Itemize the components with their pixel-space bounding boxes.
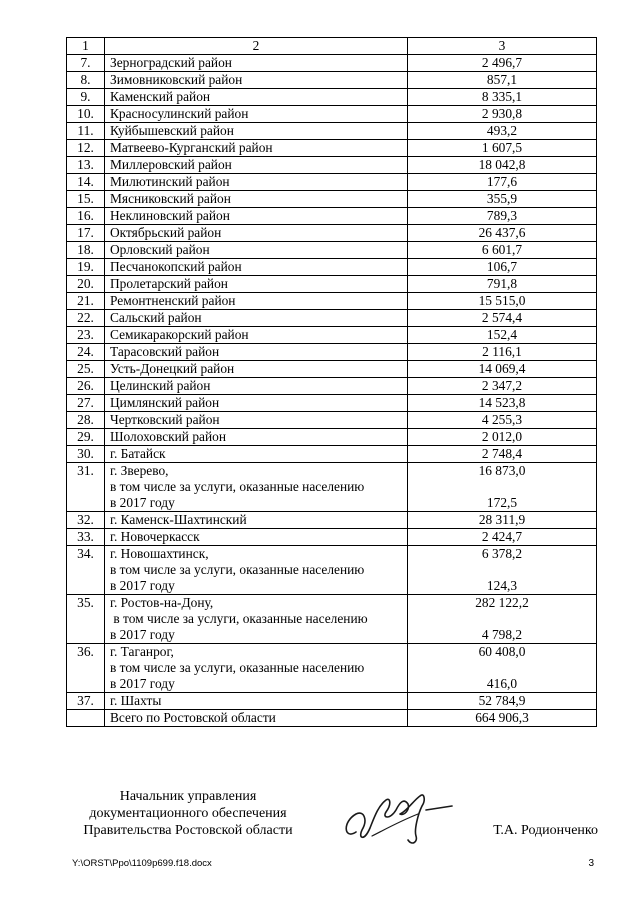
row-value: 2 116,1 <box>408 344 597 361</box>
row-value: 2 930,8 <box>408 106 597 123</box>
row-value: 52 784,9 <box>408 693 597 710</box>
row-value-sub: 172,5 <box>486 495 518 510</box>
row-value-main: 16 873,0 <box>478 463 526 478</box>
row-number: 34. <box>67 546 105 595</box>
row-name: Каменский район <box>105 89 408 106</box>
row-name-sub-year: в 2017 году <box>110 627 175 642</box>
row-name <box>105 463 408 512</box>
signatory-title <box>68 788 308 839</box>
row-name-main: г. Зверево, <box>110 463 169 478</box>
row-number: 31. <box>67 463 105 512</box>
row-name-sub-year: в 2017 году <box>110 676 175 691</box>
table-row <box>67 512 597 529</box>
row-name-sub: в том числе за услуги, оказанные населению <box>110 611 368 626</box>
table-row <box>67 344 597 361</box>
table-row <box>67 123 597 140</box>
table-row <box>67 361 597 378</box>
total-label: Всего по Ростовской области <box>105 710 408 727</box>
row-value: 152,4 <box>408 327 597 344</box>
table-row <box>67 276 597 293</box>
row-value: 789,3 <box>408 208 597 225</box>
row-value: 177,6 <box>408 174 597 191</box>
row-name-sub: в том числе за услуги, оказанные населению <box>110 660 365 675</box>
row-value-main: 282 122,2 <box>475 595 529 610</box>
row-value: 791,8 <box>408 276 597 293</box>
table-row <box>67 327 597 344</box>
row-number: 23. <box>67 327 105 344</box>
row-number: 25. <box>67 361 105 378</box>
row-name: Неклиновский район <box>105 208 408 225</box>
row-name: Шолоховский район <box>105 429 408 446</box>
file-path: Y:\ORST\Ppo\1109p699.f18.docx <box>72 858 212 869</box>
header-cell-3: 3 <box>408 38 597 55</box>
row-number: 11. <box>67 123 105 140</box>
row-value: 857,1 <box>408 72 597 89</box>
table-row <box>67 395 597 412</box>
row-value <box>408 644 597 693</box>
table-row <box>67 644 597 693</box>
row-number: 29. <box>67 429 105 446</box>
row-value <box>408 546 597 595</box>
row-value: 106,7 <box>408 259 597 276</box>
row-name <box>105 595 408 644</box>
table-row <box>67 546 597 595</box>
row-name-sub: в том числе за услуги, оказанные населению <box>110 562 365 577</box>
row-number: 24. <box>67 344 105 361</box>
row-value: 2 496,7 <box>408 55 597 72</box>
row-name: Зерноградский район <box>105 55 408 72</box>
row-name: г. Батайск <box>105 446 408 463</box>
row-number: 22. <box>67 310 105 327</box>
row-value-sub: 124,3 <box>486 578 518 593</box>
row-value: 6 601,7 <box>408 242 597 259</box>
row-name-main: г. Новошахтинск, <box>110 546 209 561</box>
row-value: 8 335,1 <box>408 89 597 106</box>
row-name: Семикаракорский район <box>105 327 408 344</box>
row-value: 2 748,4 <box>408 446 597 463</box>
row-name: Миллеровский район <box>105 157 408 174</box>
row-number: 9. <box>67 89 105 106</box>
row-value: 26 437,6 <box>408 225 597 242</box>
row-name: Матвеево-Курганский район <box>105 140 408 157</box>
signatory-name: Т.А. Родионченко <box>493 823 598 838</box>
row-number: 13. <box>67 157 105 174</box>
row-value: 18 042,8 <box>408 157 597 174</box>
row-number: 16. <box>67 208 105 225</box>
row-value: 2 347,2 <box>408 378 597 395</box>
table-row <box>67 293 597 310</box>
table-row <box>67 72 597 89</box>
row-name: Октябрьский район <box>105 225 408 242</box>
row-value-main: 60 408,0 <box>478 644 526 659</box>
row-name: г. Шахты <box>105 693 408 710</box>
table-row <box>67 693 597 710</box>
row-name-main: г. Ростов-на-Дону, <box>110 595 214 610</box>
row-name: Сальский район <box>105 310 408 327</box>
row-value-sub: 416,0 <box>486 676 518 691</box>
row-value: 2 012,0 <box>408 429 597 446</box>
signatory-title-line-3: Правительства Ростовской области <box>83 823 293 838</box>
row-number: 35. <box>67 595 105 644</box>
row-number: 28. <box>67 412 105 429</box>
row-value: 15 515,0 <box>408 293 597 310</box>
table-row <box>67 529 597 546</box>
row-value: 14 523,8 <box>408 395 597 412</box>
row-value: 14 069,4 <box>408 361 597 378</box>
row-value: 28 311,9 <box>408 512 597 529</box>
row-name-sub: в том числе за услуги, оказанные населению <box>110 479 365 494</box>
signatory-title-line-2: документационного обеспечения <box>89 806 287 821</box>
table-row <box>67 242 597 259</box>
table-row <box>67 225 597 242</box>
table-row <box>67 412 597 429</box>
handwritten-signature <box>334 770 464 850</box>
table-row <box>67 191 597 208</box>
row-name-sub-year: в 2017 году <box>110 495 175 510</box>
total-row <box>67 710 597 727</box>
row-name: Чертковский район <box>105 412 408 429</box>
header-cell-2: 2 <box>105 38 408 55</box>
table-row <box>67 446 597 463</box>
table-row <box>67 140 597 157</box>
row-value: 1 607,5 <box>408 140 597 157</box>
row-number: 15. <box>67 191 105 208</box>
row-value-sub: 4 798,2 <box>481 627 523 642</box>
row-value: 2 574,4 <box>408 310 597 327</box>
row-name: г. Новочеркасск <box>105 529 408 546</box>
row-name-sub-year: в 2017 году <box>110 578 175 593</box>
row-name: Мясниковский район <box>105 191 408 208</box>
row-number: 36. <box>67 644 105 693</box>
table-row <box>67 378 597 395</box>
row-name: Ремонтненский район <box>105 293 408 310</box>
row-number: 10. <box>67 106 105 123</box>
row-number: 27. <box>67 395 105 412</box>
row-name: Красносулинский район <box>105 106 408 123</box>
row-name: Зимовниковский район <box>105 72 408 89</box>
row-name: Орловский район <box>105 242 408 259</box>
table-row <box>67 259 597 276</box>
table-row <box>67 463 597 512</box>
row-value: 2 424,7 <box>408 529 597 546</box>
row-number: 8. <box>67 72 105 89</box>
row-name: Куйбышевский район <box>105 123 408 140</box>
row-name: Пролетарский район <box>105 276 408 293</box>
row-name <box>105 546 408 595</box>
row-number: 12. <box>67 140 105 157</box>
table-row <box>67 174 597 191</box>
table-row <box>67 157 597 174</box>
row-number: 17. <box>67 225 105 242</box>
row-number: 19. <box>67 259 105 276</box>
row-number: 18. <box>67 242 105 259</box>
row-name: Песчанокопский район <box>105 259 408 276</box>
row-number: 37. <box>67 693 105 710</box>
page-number: 3 <box>588 858 594 869</box>
row-name-main: г. Таганрог, <box>110 644 174 659</box>
row-name: г. Каменск-Шахтинский <box>105 512 408 529</box>
row-number: 20. <box>67 276 105 293</box>
row-value <box>408 463 597 512</box>
table-header-row <box>67 38 597 55</box>
row-number: 33. <box>67 529 105 546</box>
row-name: Цимлянский район <box>105 395 408 412</box>
total-value: 664 906,3 <box>408 710 597 727</box>
data-table <box>66 37 597 727</box>
signatory-title-line-1: Начальник управления <box>119 789 257 804</box>
total-number-cell <box>67 710 105 727</box>
row-name: Милютинский район <box>105 174 408 191</box>
row-number: 26. <box>67 378 105 395</box>
table-row <box>67 310 597 327</box>
row-name <box>105 644 408 693</box>
row-value: 355,9 <box>408 191 597 208</box>
row-name: Усть-Донецкий район <box>105 361 408 378</box>
table-row <box>67 106 597 123</box>
row-value: 4 255,3 <box>408 412 597 429</box>
table-row <box>67 89 597 106</box>
table-row <box>67 55 597 72</box>
row-number: 30. <box>67 446 105 463</box>
header-cell-1: 1 <box>67 38 105 55</box>
row-name: Тарасовский район <box>105 344 408 361</box>
row-number: 7. <box>67 55 105 72</box>
row-number: 14. <box>67 174 105 191</box>
row-number: 21. <box>67 293 105 310</box>
row-value-main: 6 378,2 <box>481 546 523 561</box>
row-value: 493,2 <box>408 123 597 140</box>
table-row <box>67 429 597 446</box>
table-row <box>67 595 597 644</box>
row-value <box>408 595 597 644</box>
row-name: Целинский район <box>105 378 408 395</box>
row-number: 32. <box>67 512 105 529</box>
table-row <box>67 208 597 225</box>
